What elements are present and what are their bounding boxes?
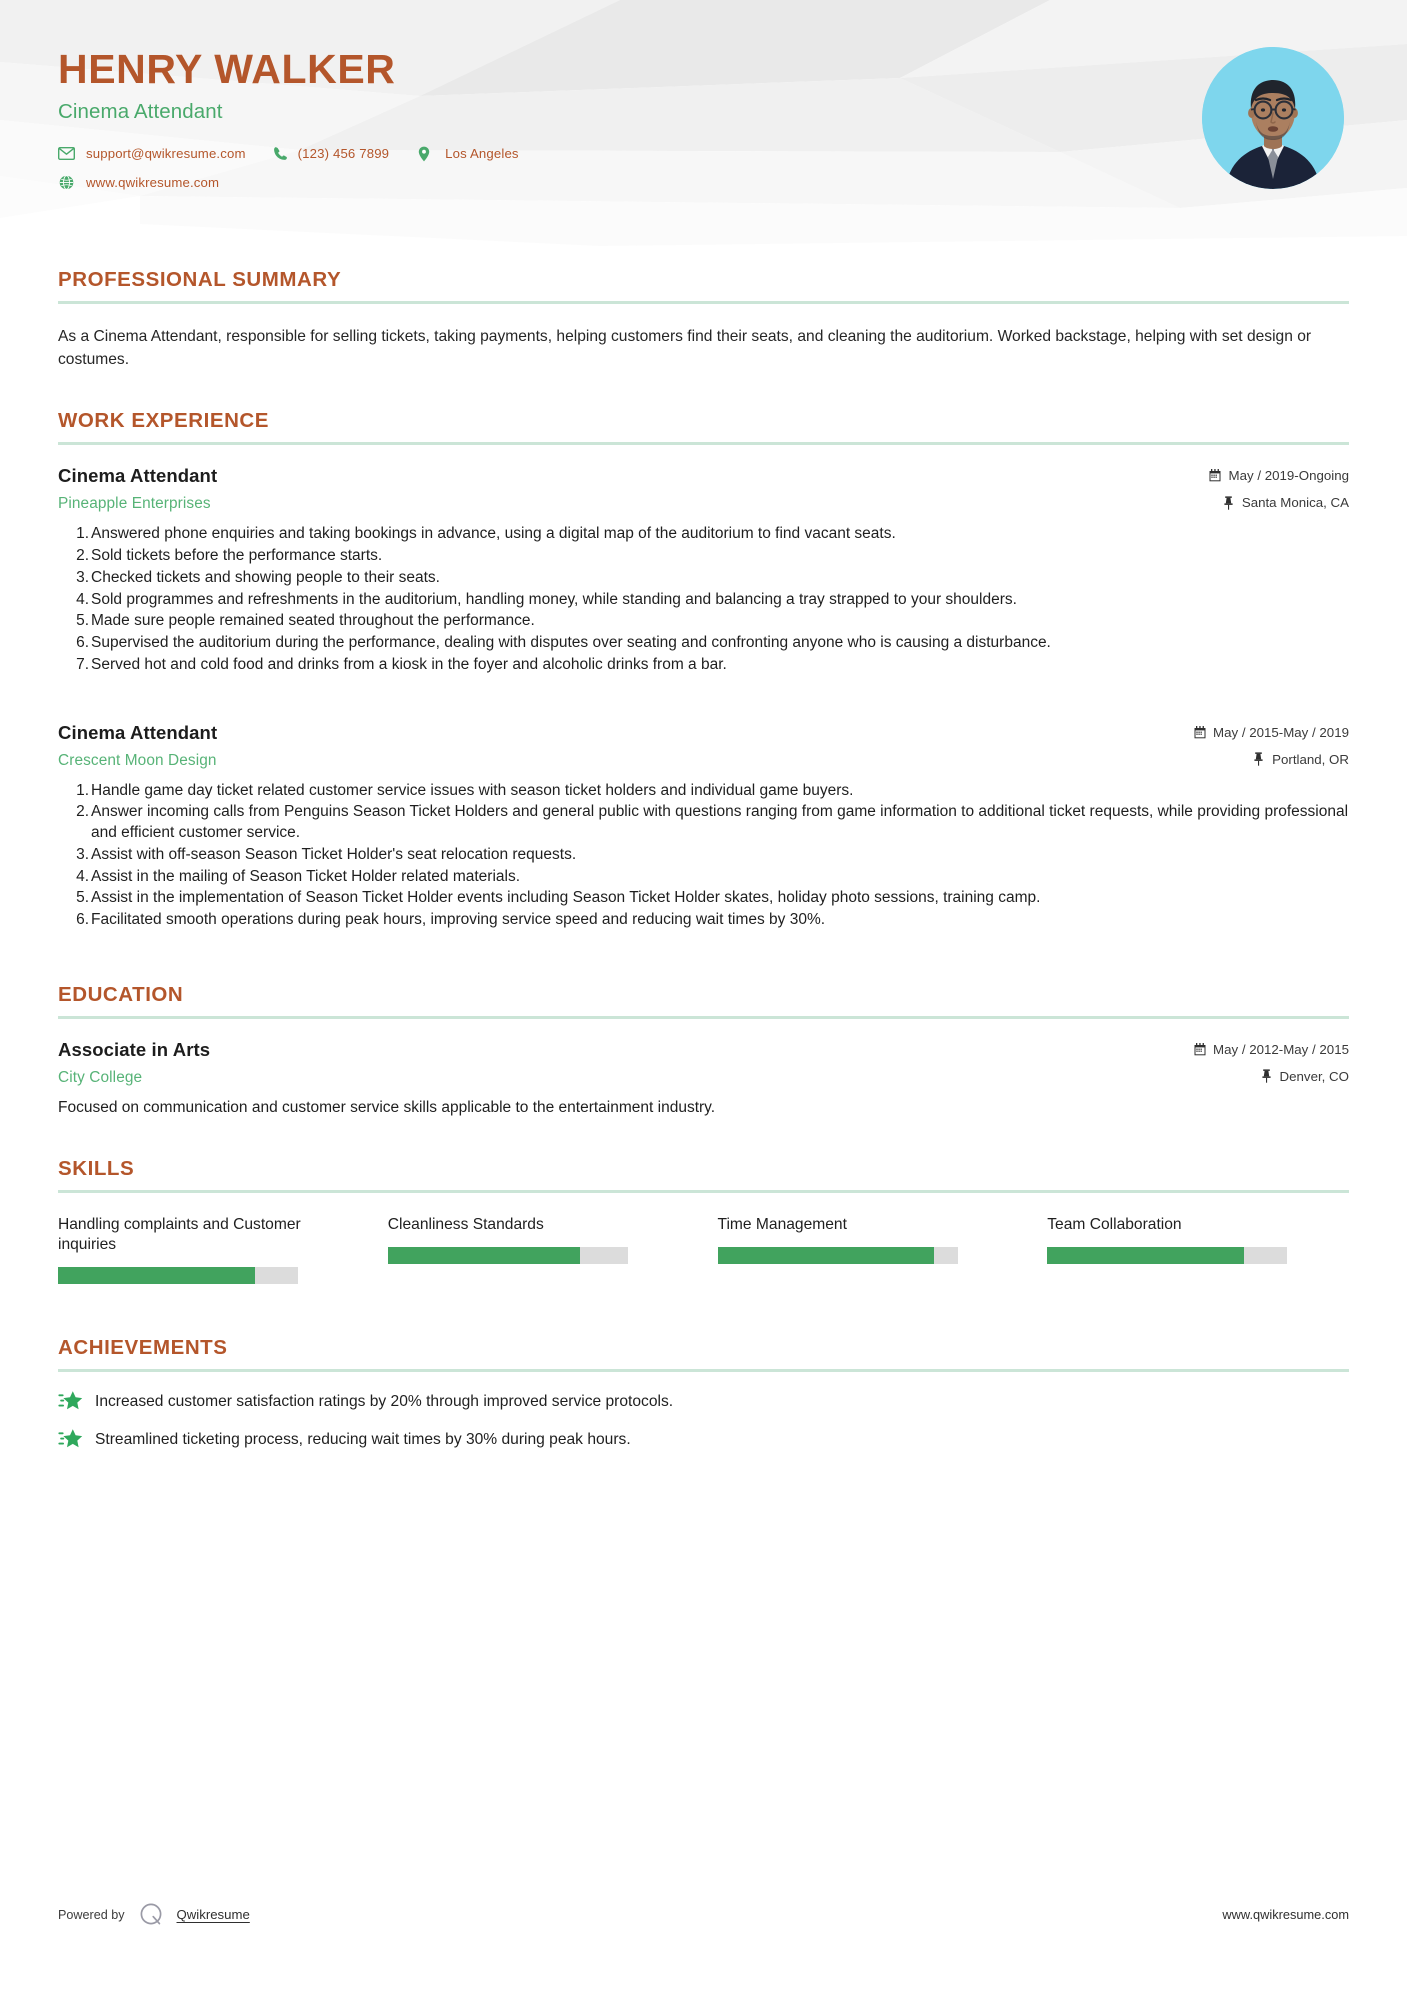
work-entry (58, 722, 1349, 931)
avatar-photo (1202, 47, 1344, 189)
job-date (1193, 725, 1349, 740)
work-entry-header (58, 722, 1349, 770)
list-item: Made sure people remained seated throughout the performance. (91, 612, 535, 630)
education-date-text: May / 2012-May / 2015 (1213, 1041, 1349, 1057)
section-skills (58, 1157, 1349, 1284)
footer-website[interactable]: www.qwikresume.com (1222, 1907, 1349, 1922)
skill-progress-fill (58, 1267, 255, 1284)
education-description: Focused on communication and customer service skills applicable to the entertainment industry. (58, 1098, 716, 1116)
list-item: Supervised the auditorium during the performance, dealing with disputes over seating and confronting anyone who is causing a disturbance. (91, 634, 1051, 652)
contact-location-text: Los Angeles (445, 146, 519, 162)
education-entry (58, 1039, 1349, 1119)
job-date-text: May / 2019-Ongoing (1228, 468, 1349, 484)
contact-website-text: www.qwikresume.com (86, 175, 220, 191)
section-professional-summary (58, 268, 1349, 371)
section-heading: SKILLS (58, 1156, 135, 1180)
envelope-icon (58, 145, 75, 162)
avatar (1202, 47, 1344, 189)
list-item: Handle game day ticket related customer service issues with season ticket holders and individual game buyers. (91, 781, 854, 799)
section-heading: WORK EXPERIENCE (58, 409, 269, 433)
skill-label: Time Management (717, 1215, 847, 1233)
skill-progress-track (718, 1247, 958, 1264)
list-item: Checked tickets and showing people to their seats. (91, 568, 440, 586)
calendar-icon (1209, 469, 1222, 483)
degree-title: Associate in Arts (58, 1038, 211, 1060)
summary-text: As a Cinema Attendant, responsible for selling tickets, taking payments, helping customers find their seats, and cleaning the auditorium. Worked backstage, helping with set design or costumes. (58, 328, 1312, 368)
section-heading: PROFESSIONAL SUMMARY (58, 268, 342, 291)
powered-by-label: Powered by (58, 1907, 125, 1922)
work-entry-left (58, 465, 1209, 513)
skill-item (388, 1215, 690, 1284)
list-item: Sold programmes and refreshments in the auditorium, handling money, while standing and balancing a tray strapped to your shoulders. (91, 590, 1017, 608)
calendar-icon (1193, 1042, 1206, 1056)
spacer (58, 676, 1349, 702)
list-item: Assist with off-season Season Ticket Holder's seat relocation requests. (91, 845, 577, 863)
section-work-experience (58, 409, 1349, 931)
education-date (1193, 1042, 1349, 1057)
contact-phone-text: (123) 456 7899 (297, 146, 390, 162)
education-location-text: Denver, CO (1279, 1068, 1349, 1084)
section-divider (58, 1016, 1349, 1019)
list-item: Answered phone enquiries and taking bookings in advance, using a digital map of the auditorium to find vacant seats. (91, 525, 896, 543)
work-entry-meta (1209, 465, 1349, 510)
skill-progress-fill (718, 1247, 934, 1264)
education-entry-left (58, 1039, 1193, 1087)
job-location-text: Santa Monica, CA (1241, 495, 1349, 511)
contact-phone[interactable] (272, 145, 390, 162)
star-achievement-icon (58, 1390, 84, 1414)
page-footer (58, 1901, 1349, 1928)
job-location-text: Portland, OR (1272, 751, 1349, 767)
pushpin-icon (1252, 752, 1265, 766)
list-item (58, 1428, 1349, 1452)
spacer (58, 1119, 1349, 1157)
school-name: City College (58, 1068, 143, 1086)
spacer (58, 371, 1349, 409)
resume-header (0, 0, 1407, 268)
job-location (1193, 752, 1349, 767)
work-entry (58, 465, 1349, 675)
contact-email[interactable] (58, 145, 246, 162)
spacer (58, 931, 1349, 983)
star-achievement-icon (58, 1428, 84, 1452)
qwikresume-brand-link[interactable]: Qwikresume (176, 1907, 250, 1922)
list-item (58, 1390, 1349, 1414)
job-location (1209, 495, 1349, 510)
section-divider (58, 1369, 1349, 1372)
pushpin-icon (1260, 1069, 1273, 1083)
list-item: Assist in the implementation of Season Ticket Holder events including Season Ticket Holder skates, holiday photo sessions, training camp. (91, 889, 1041, 907)
list-item: Assist in the mailing of Season Ticket Holder related materials. (91, 867, 521, 885)
section-divider (58, 301, 1349, 304)
skill-label: Handling complaints and Customer inquiries (58, 1215, 301, 1254)
section-achievements (58, 1336, 1349, 1452)
skill-item (1047, 1215, 1349, 1284)
contact-website[interactable] (58, 174, 219, 191)
skill-label: Cleanliness Standards (387, 1215, 544, 1233)
page-title: HENRY WALKER (58, 46, 396, 92)
list-item: Facilitated smooth operations during peak hours, improving service speed and reducing wait times by 30%. (91, 911, 826, 929)
job-title: Cinema Attendant (58, 721, 218, 743)
achievements-list (58, 1390, 1349, 1452)
contact-location (415, 145, 519, 162)
education-location (1193, 1069, 1349, 1084)
job-role-subtitle: Cinema Attendant (58, 100, 223, 124)
phone-icon (272, 145, 289, 162)
calendar-icon (1193, 725, 1206, 739)
globe-icon (58, 174, 75, 191)
map-pin-icon (415, 145, 432, 162)
section-heading: ACHIEVEMENTS (58, 1336, 228, 1360)
job-date (1209, 468, 1349, 483)
section-education (58, 983, 1349, 1119)
qwikresume-q-logo-icon (138, 1901, 165, 1928)
section-heading: EDUCATION (58, 982, 184, 1006)
job-date-text: May / 2015-May / 2019 (1213, 724, 1349, 740)
work-entry-left (58, 722, 1193, 770)
work-entry-header (58, 465, 1349, 513)
skill-progress-track (58, 1267, 298, 1284)
contact-row-secondary (58, 174, 1407, 191)
job-title: Cinema Attendant (58, 465, 218, 487)
achievement-text: Streamlined ticketing process, reducing wait times by 30% during peak hours. (95, 1431, 631, 1449)
education-entry-meta (1193, 1039, 1349, 1084)
list-item: Sold tickets before the performance starts. (91, 546, 383, 564)
skill-label: Team Collaboration (1047, 1215, 1182, 1233)
skill-progress-track (1047, 1247, 1287, 1264)
skill-progress-track (388, 1247, 628, 1264)
job-responsibilities (58, 524, 1349, 675)
skill-item (718, 1215, 1020, 1284)
skill-progress-fill (1047, 1247, 1244, 1264)
work-entry-meta (1193, 722, 1349, 767)
contact-row-primary (58, 145, 1407, 162)
section-divider (58, 1190, 1349, 1193)
education-entry-header (58, 1039, 1349, 1087)
footer-branding (58, 1901, 250, 1928)
company-name: Pineapple Enterprises (58, 495, 211, 513)
header-content (0, 0, 1407, 191)
skills-grid (58, 1215, 1349, 1284)
job-responsibilities (58, 781, 1349, 931)
section-divider (58, 442, 1349, 445)
skill-item (58, 1215, 360, 1284)
skill-progress-fill (388, 1247, 580, 1264)
list-item: Served hot and cold food and drinks from a kiosk in the foyer and alcoholic drinks from a bar. (91, 655, 727, 673)
resume-body (0, 268, 1407, 1452)
contact-email-text: support@qwikresume.com (86, 146, 246, 162)
achievement-text: Increased customer satisfaction ratings by 20% through improved service protocols. (95, 1393, 674, 1411)
list-item: Answer incoming calls from Penguins Season Ticket Holders and general public with questions ranging from game information to additional ticket requests, while providing professional and efficient customer service. (91, 803, 1349, 842)
company-name: Crescent Moon Design (58, 751, 217, 769)
spacer (58, 1284, 1349, 1336)
pushpin-icon (1222, 496, 1235, 510)
